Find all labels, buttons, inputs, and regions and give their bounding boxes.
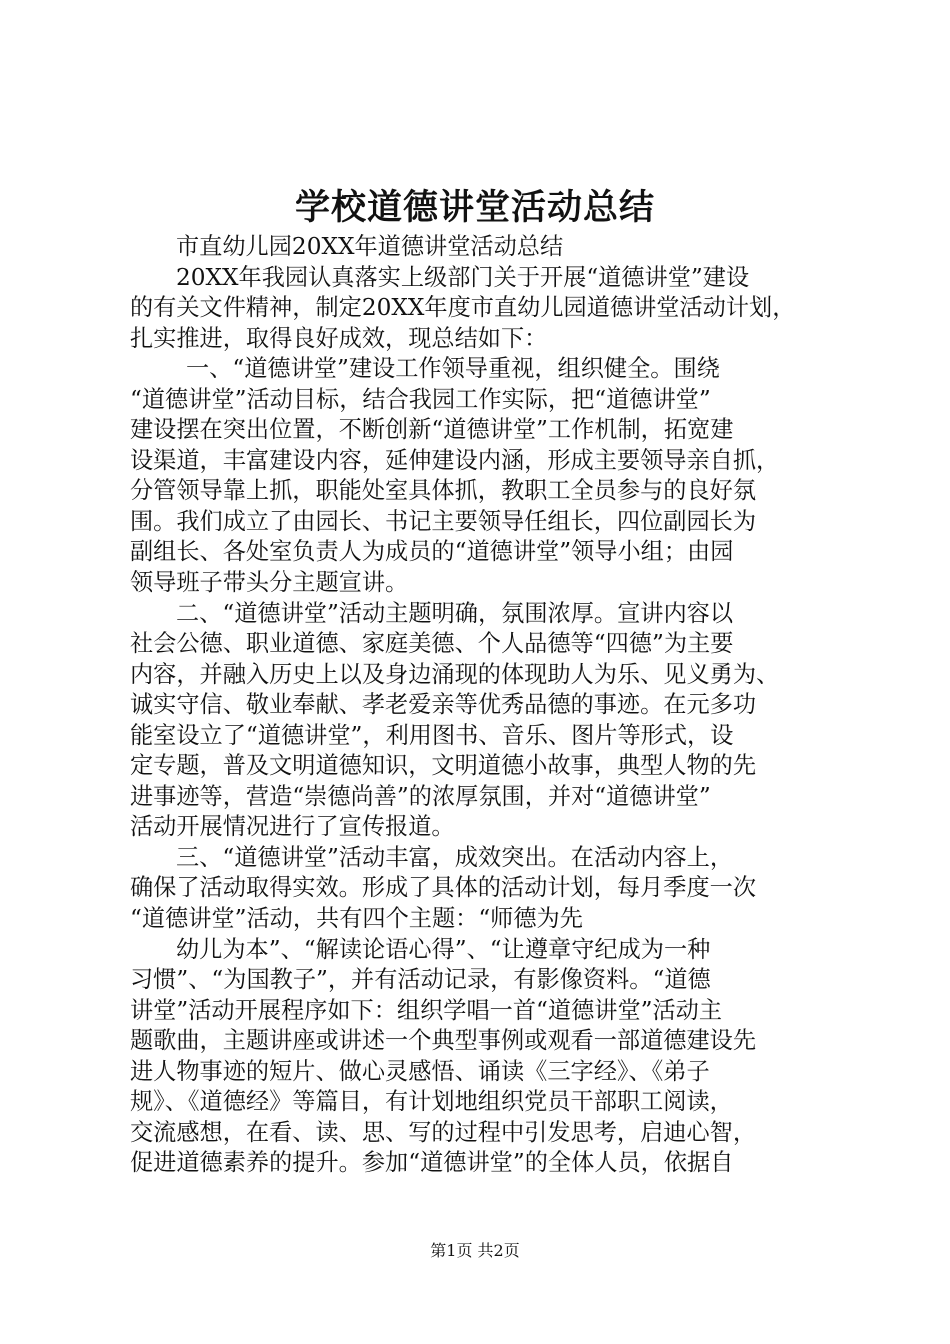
paragraph-line: 讲堂”活动开展程序如下：组织学唱一首“道德讲堂”活动主 bbox=[130, 996, 723, 1024]
paragraph-line: 幼儿为本”、“解读论语心得”、“让遵章守纪成为一种 bbox=[176, 935, 711, 963]
paragraph-line: “道德讲堂”活动目标，结合我园工作实际，把“道德讲堂” bbox=[130, 385, 711, 413]
paragraph-line: 扎实推进，取得良好成效，现总结如下： bbox=[130, 324, 548, 352]
paragraph-line: 习惯”、“为国教子”，并有活动记录，有影像资料。“道德 bbox=[130, 966, 711, 994]
paragraph-line: 进人物事迹的短片、做心灵感悟、诵读《三字经》、《弟子 bbox=[130, 1057, 710, 1085]
document-title: 学校道德讲堂活动总结 bbox=[294, 187, 655, 228]
paragraph-line: 三、“道德讲堂”活动丰富，成效突出。在活动内容上， bbox=[176, 843, 734, 871]
paragraph-line: 诚实守信、敬业奉献、孝老爱亲等优秀品德的事迹。在元多功 bbox=[130, 691, 757, 719]
paragraph-line: 确保了活动取得实效。形成了具体的活动计划，每月季度一次 bbox=[130, 874, 757, 902]
paragraph-line: 内容，并融入历史上以及身边涌现的体现助人为乐、见义勇为、 bbox=[130, 660, 780, 688]
paragraph-line: 促进道德素养的提升。参加“道德讲堂”的全体人员，依据自 bbox=[130, 1149, 734, 1177]
paragraph-line: 能室设立了“道德讲堂”，利用图书、音乐、图片等形式，设 bbox=[130, 721, 734, 749]
paragraph-line: 二、“道德讲堂”活动主题明确，氛围浓厚。宣讲内容以 bbox=[176, 599, 734, 627]
paragraph-line: 分管领导靠上抓，职能处室具体抓，教职工全员参与的良好氛 bbox=[130, 477, 757, 505]
page-number: 第1页 共2页 bbox=[430, 1241, 520, 1260]
paragraph-line: “道德讲堂”活动，共有四个主题：“师德为先 bbox=[130, 905, 583, 933]
paragraph-line: 20XX年我园认真落实上级部门关于开展“道德讲堂”建设 bbox=[176, 263, 750, 291]
paragraph-line: 的有关文件精神，制定20XX年度市直幼儿园道德讲堂活动计划， bbox=[130, 294, 796, 322]
paragraph-line: 围。我们成立了由园长、书记主要领导任组长，四位副园长为 bbox=[130, 507, 757, 535]
paragraph-line: 领导班子带头分主题宣讲。 bbox=[130, 569, 409, 597]
paragraph-line: 副组长、各处室负责人为成员的“道德讲堂”领导小组；由园 bbox=[130, 538, 734, 566]
paragraph-line: 社会公德、职业道德、家庭美德、个人品德等“四德”为主要 bbox=[130, 630, 734, 658]
paragraph-line: 一、“道德讲堂”建设工作领导重视，组织健全。围绕 bbox=[186, 355, 720, 383]
paragraph-line: 规》、《道德经》等篇目，有计划地组织党员干部职工阅读， bbox=[130, 1088, 733, 1116]
subtitle-line: 市直幼儿园20XX年道德讲堂活动总结 bbox=[176, 233, 564, 260]
paragraph-line: 活动开展情况进行了宣传报道。 bbox=[130, 813, 455, 841]
paragraph-line: 建设摆在突出位置，不断创新“道德讲堂”工作机制，拓宽建 bbox=[130, 416, 734, 444]
paragraph-line: 设渠道，丰富建设内容，延伸建设内涵，形成主要领导亲自抓， bbox=[130, 446, 780, 474]
paragraph-line: 题歌曲，主题讲座或讲述一个典型事例或观看一部道德建设先 bbox=[130, 1027, 757, 1055]
paragraph-line: 进事迹等，营造“崇德尚善”的浓厚氛围，并对“道德讲堂” bbox=[130, 782, 711, 810]
paragraph-line: 定专题，普及文明道德知识，文明道德小故事，典型人物的先 bbox=[130, 752, 757, 780]
document-body bbox=[130, 232, 850, 1179]
paragraph-line: 交流感想，在看、读、思、写的过程中引发思考，启迪心智， bbox=[130, 1118, 757, 1146]
